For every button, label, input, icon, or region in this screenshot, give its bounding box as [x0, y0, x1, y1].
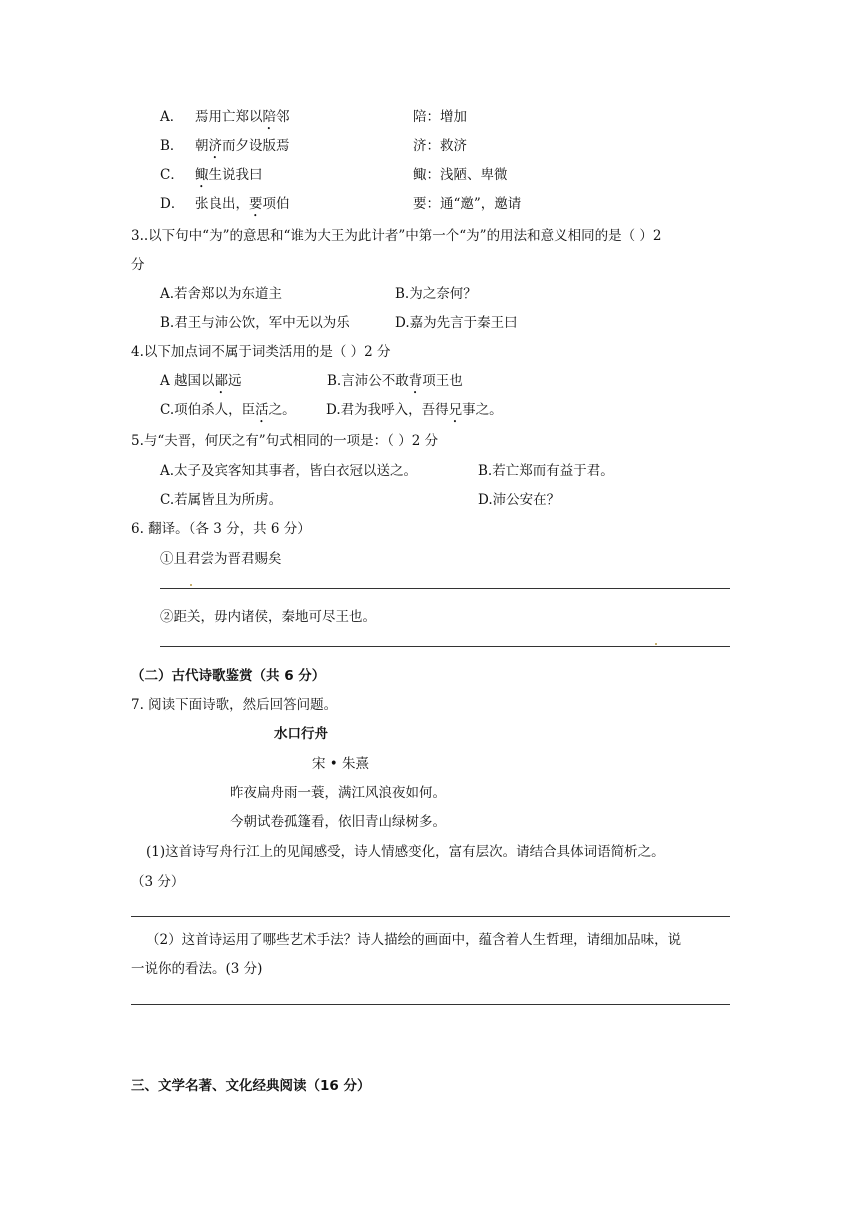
q5-option-c: C.若属皆且为所虏。: [160, 492, 283, 508]
q5-option-d: D.沛公安在？: [478, 492, 561, 508]
q2-option-c-gloss: 鲰：浅陋、卑微: [413, 167, 508, 183]
q7-sub1-line2: （3 分）: [131, 874, 185, 890]
q2-option-b: B．: [160, 138, 184, 154]
q2-option-d: D．: [160, 196, 185, 212]
q5-option-a: A.太子及宾客知其事者，皆白衣冠以送之。: [160, 463, 418, 479]
q2-option-a-sentence: 焉用亡郑以陪邻: [195, 109, 290, 125]
q2-option-a: A．: [160, 109, 184, 125]
q2-option-d-gloss: 要：通“邀”，邀请: [413, 196, 522, 212]
q4-stem: 4.以下加点词不属于词类活用的是（ ）2 分: [131, 344, 391, 360]
q7-sub1-answer-line[interactable]: [131, 916, 730, 917]
q2-option-c: C．: [160, 167, 184, 183]
poem-title: 水口行舟: [274, 726, 328, 742]
q7-sub2-line2: 一说你的看法。(3 分): [131, 961, 263, 977]
q3-option-d: D.嘉为先言于秦王曰: [395, 315, 518, 331]
q6-item1: ①且君尝为晋君赐矣: [160, 551, 282, 567]
q6-item2-answer-line[interactable]: [160, 646, 730, 647]
poem-author: 宋 • 朱熹: [312, 756, 370, 772]
q5-stem: 5.与“夫晋，何厌之有”句式相同的一项是：（ ）2 分: [131, 433, 439, 449]
q4-option-b: B.言沛公不敢背项王也: [327, 373, 463, 389]
q2-option-a-gloss: 陪：增加: [413, 109, 467, 125]
q4-option-d: D.君为我呼入，吾得兄事之。: [326, 402, 503, 418]
q4-option-c: C.项伯杀人，臣活之。: [160, 402, 296, 418]
q5-option-b: B.若亡郑而有益于君。: [478, 463, 614, 479]
q6-item1-answer-line[interactable]: [160, 588, 730, 589]
q6-item2: ②距关，毋内诸侯，秦地可尽王也。: [160, 609, 376, 625]
q6-stem: 6. 翻译。（各 3 分，共 6 分）: [131, 521, 311, 537]
q3-option-c: B.君王与沛公饮，军中无以为乐: [160, 315, 350, 331]
scan-speck: [655, 643, 657, 645]
q3-stem-line2: 分: [131, 257, 145, 273]
q2-option-b-gloss: 济：救济: [413, 138, 467, 154]
poem-line-1: 昨夜扁舟雨一蓑，满江风浪夜如何。: [230, 785, 446, 801]
q3-option-a: A.若舍郑以为东道主: [160, 286, 283, 302]
q7-sub2-answer-line[interactable]: [131, 1004, 730, 1005]
q2-option-d-sentence: 张良出，要项伯: [195, 196, 290, 212]
q2-option-b-sentence: 朝济而夕设版焉: [195, 138, 290, 154]
q2-option-c-sentence: 鲰生说我曰: [195, 167, 263, 183]
q7-sub1-line1: (1)这首诗写舟行江上的见闻感受，诗人情感变化，富有层次。请结合具体词语简析之。: [146, 844, 665, 860]
section3-heading: 三、文学名著、文化经典阅读（16 分）: [131, 1078, 371, 1094]
q3-option-b: B.为之奈何？: [395, 286, 477, 302]
q3-stem-line1: 3..以下句中“为”的意思和“谁为大王为此计者”中第一个“为”的用法和意义相同的是（ ）2: [131, 228, 662, 244]
poem-line-2: 今朝试卷孤篷看，依旧青山绿树多。: [230, 814, 446, 830]
q7-stem: 7. 阅读下面诗歌，然后回答问题。: [131, 697, 338, 713]
q7-sub2-line1: （2）这首诗运用了哪些艺术手法？诗人描绘的画面中，蕴含着人生哲理，请细加品味，说: [146, 932, 682, 948]
q4-option-a: A 越国以鄙远: [160, 373, 242, 389]
scan-speck: [190, 584, 192, 586]
section-poem-heading: （二）古代诗歌鉴赏（共 6 分）: [131, 668, 326, 684]
